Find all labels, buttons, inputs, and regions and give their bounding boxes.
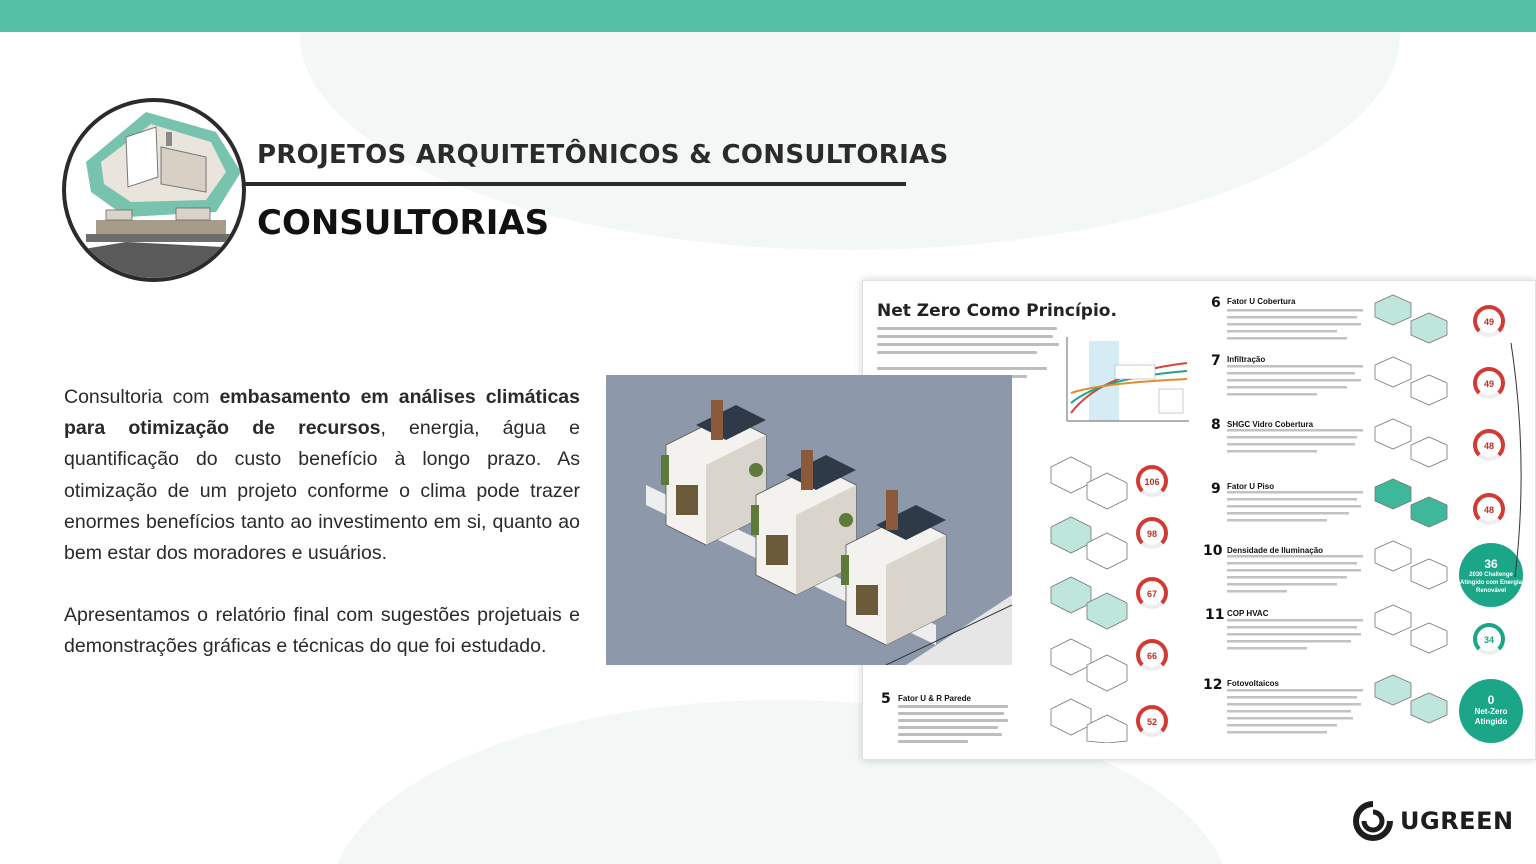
energy-gauge <box>1136 705 1168 737</box>
brand-name: UGREEN <box>1400 807 1514 835</box>
gauge-value: 106 <box>1144 477 1160 487</box>
report-text-line <box>898 726 998 729</box>
report-text-line <box>898 719 1008 722</box>
badge-value: 36 <box>1484 557 1498 571</box>
paragraph-intro: Consultoria com <box>64 386 220 408</box>
gauge-value: 49 <box>1483 379 1494 389</box>
report-step-title: COP HVAC <box>1227 609 1269 618</box>
paragraph-report: Apresentamos o relatório final com sugestões projetuais e demonstrações gráficas e técnicas do que foi estudado. <box>64 604 580 658</box>
gauge-value: 98 <box>1146 529 1157 539</box>
report-step-title: Fator U Cobertura <box>1227 297 1296 306</box>
report-chart-image <box>1061 333 1193 433</box>
report-text-line <box>898 733 1002 736</box>
report-step-descriptions <box>1227 307 1367 757</box>
gauge-value: 67 <box>1146 589 1157 599</box>
report-step-number: 12 <box>1203 677 1223 693</box>
report-step-number: 10 <box>1203 543 1223 559</box>
paragraph-consulting <box>64 382 580 569</box>
description-text <box>64 382 580 694</box>
energy-gauge <box>1136 517 1168 549</box>
report-step-number: 7 <box>1211 353 1221 369</box>
report-text-line <box>898 712 1004 715</box>
report-step-title: Densidade de Iluminação <box>1227 546 1324 555</box>
energy-gauge <box>1136 639 1168 671</box>
report-step-number: 5 <box>881 691 891 707</box>
report-step-title: Fotovoltaicos <box>1227 679 1280 688</box>
gauge-value: 52 <box>1146 717 1157 727</box>
energy-gauge <box>1473 493 1505 525</box>
report-text-line <box>877 343 1059 346</box>
header-divider <box>244 182 906 186</box>
report-step-title: Fator U Piso <box>1227 482 1275 491</box>
gauge-value: 48 <box>1483 441 1494 451</box>
header-project-thumbnail <box>62 98 246 282</box>
gauge-value: 48 <box>1483 505 1494 515</box>
energy-gauge <box>1136 465 1168 497</box>
report-step-title: Infiltração <box>1227 355 1266 364</box>
report-text-line <box>877 351 1037 354</box>
report-title: Net Zero Como Princípio. <box>877 301 1117 321</box>
report-text-line <box>898 705 1008 708</box>
brand-logo <box>1352 800 1514 842</box>
top-accent-bar <box>0 0 1536 32</box>
gauge-value: 49 <box>1483 317 1494 327</box>
report-text-line <box>877 335 1053 338</box>
energy-gauge <box>1136 577 1168 609</box>
energy-gauge <box>1473 429 1505 461</box>
isometric-houses-illustration <box>606 375 1012 665</box>
report-step-title: SHGC Vidro Cobertura <box>1227 420 1314 429</box>
gauge-value: 34 <box>1483 635 1494 645</box>
badge-value: 0 <box>1487 693 1495 707</box>
ugreen-logo-icon <box>1352 800 1394 842</box>
paragraph-rest: , energia, água e quantificação do custo benefício à longo prazo. As otimização de um projeto conforme o clima pode trazer enormes benefícios tanto ao investimento em si, quanto ao bem estar dos moradores e usuários. <box>64 417 580 565</box>
energy-gauge <box>1473 367 1505 399</box>
section-title: PROJETOS ARQUITETÔNICOS & CONSULTORIAS <box>257 140 949 170</box>
architectural-section-image <box>66 102 242 278</box>
badge-label: Net-Zero Atingido <box>1474 707 1508 726</box>
report-step-number: 9 <box>1211 481 1221 497</box>
paragraph-bold: embasamento em análises climáticas para otimização de recursos <box>64 386 580 440</box>
target-badge-net-zero <box>1459 679 1523 743</box>
progress-arrow <box>1509 341 1533 581</box>
report-step-number: 6 <box>1211 295 1221 311</box>
report-text-line <box>877 327 1057 330</box>
report-text-line <box>877 367 1047 370</box>
report-step-number: 8 <box>1211 417 1221 433</box>
house-diagrams-right <box>1371 293 1455 743</box>
report-text-line <box>898 740 968 743</box>
page-title: CONSULTORIAS <box>257 203 550 243</box>
badge-label: 2030 Challenge Atingido com Energia Renovável <box>1459 572 1522 594</box>
energy-gauge <box>1473 623 1505 655</box>
energy-gauge <box>1473 305 1505 337</box>
gauge-value: 66 <box>1146 651 1157 661</box>
house-diagrams-left <box>1047 453 1137 743</box>
report-step-number: 11 <box>1205 607 1225 623</box>
building-render-image <box>606 375 1012 665</box>
report-step-title: Fator U & R Parede <box>898 694 971 703</box>
